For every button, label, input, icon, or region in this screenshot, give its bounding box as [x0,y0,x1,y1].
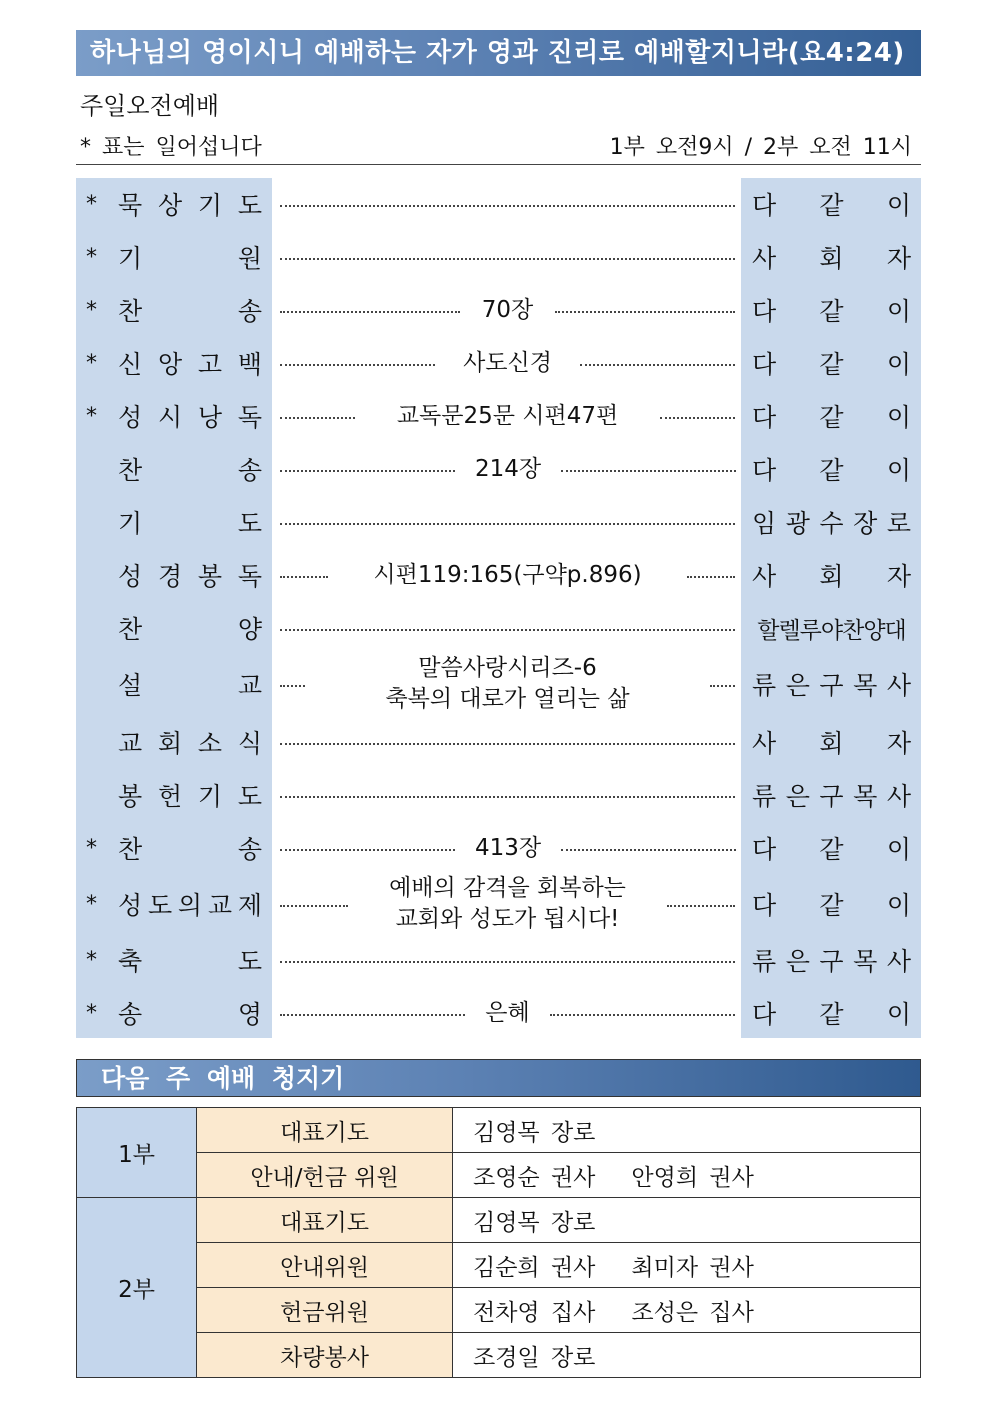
header-divider [76,164,921,165]
order-leader-line [280,987,735,1039]
stand-marker: * [86,403,97,429]
role-cell: 안내위원 [197,1243,453,1288]
names-cell [453,1198,921,1243]
order-item-name: 기 원 [118,244,262,273]
order-row [76,390,921,442]
role-cell: 안내/헌금 위원 [197,1153,453,1198]
dot-leader [280,417,355,419]
order-content [328,560,687,591]
order-row [76,443,921,495]
order-leader-line [280,716,735,768]
dot-leader [280,629,735,631]
role-cell: 대표기도 [197,1198,453,1243]
dot-leader [280,796,735,798]
name: 최미자 권사 [631,1254,754,1281]
order-leader-line [280,284,735,336]
dot-leader [561,849,736,851]
order-leader: 류 은 구 목 사 [752,782,911,811]
dot-leader [550,1014,735,1016]
dot-leader [280,905,348,907]
dot-leader [280,743,735,745]
part-label: 1부 [77,1108,197,1198]
dot-leader [280,364,435,366]
order-leader: 할렐루야찬양대 [757,617,906,644]
dot-leader [667,905,735,907]
order-leader: 다 같 이 [752,456,911,485]
dot-leader [280,470,455,472]
names-cell [453,1333,921,1378]
order-leader: 다 같 이 [752,297,911,326]
content-line: 축복의 대로가 열리는 삶 [385,686,630,712]
dot-leader [660,417,735,419]
order-leader-line [280,337,735,389]
dot-leader [280,205,735,207]
order-leader: 다 같 이 [752,191,911,220]
name: 조영순 권사 [473,1164,596,1191]
stand-marker: * [86,191,97,217]
dot-leader [710,685,735,687]
order-row [76,716,921,768]
stand-marker: * [86,244,97,270]
order-content [355,401,660,432]
order-item-name: 성 도 의 교 제 [118,891,262,920]
role-cell: 헌금위원 [197,1288,453,1333]
order-item-name: 찬 송 [118,835,262,864]
stand-note: * 표는 일어섭니다 [80,135,262,160]
order-leader: 다 같 이 [752,403,911,432]
dot-leader [555,311,735,313]
order-leader: 사 회 자 [752,562,911,591]
names-cell [453,1108,921,1153]
order-leader-line [280,231,735,283]
order-leader: 류 은 구 목 사 [752,947,911,976]
dot-leader [280,961,735,963]
name: 조경일 장로 [473,1344,596,1371]
order-leader-line [280,549,735,601]
order-leader-line [280,390,735,442]
content-line: 214장 [475,455,542,482]
order-row [76,231,921,283]
content-line: 사도신경 [463,349,552,376]
next-week-banner: 다음 주 예배 청지기 [76,1059,921,1097]
table-row [77,1198,921,1243]
role-cell: 대표기도 [197,1108,453,1153]
order-content [455,833,561,864]
table-row [77,1108,921,1153]
stand-marker: * [86,297,97,323]
order-item-name: 찬 송 [118,297,262,326]
content-line: 시편119:165(구약p.896) [373,561,642,588]
order-leader-line [280,934,735,986]
content-line: 교독문25문 시편47편 [396,402,619,429]
order-item-name: 찬 송 [118,456,262,485]
order-content [460,295,555,326]
stand-marker: * [86,350,97,376]
order-leader: 류 은 구 목 사 [752,671,911,700]
scripture-banner: 하나님의 영이시니 예배하는 자가 영과 진리로 예배할지니라(요4:24) [76,30,921,76]
dot-leader [280,523,735,525]
order-leader-line [280,496,735,548]
service-times: 1부 오전9시 / 2부 오전 11시 [609,135,912,160]
order-item-name: 송 영 [118,1000,262,1029]
order-row [76,822,921,874]
dot-leader [280,1014,465,1016]
order-content [435,348,580,379]
order-leader-line [280,769,735,821]
content-line: 교회와 성도가 됩시다! [395,906,620,932]
order-row [76,496,921,548]
next-week-duty-table [76,1107,921,1378]
order-leader: 다 같 이 [752,891,911,920]
order-row [76,284,921,336]
order-leader-line [280,443,735,495]
content-line: 413장 [475,834,542,861]
order-item-name: 묵 상 기 도 [118,191,262,220]
name: 김순희 권사 [473,1254,596,1281]
order-content [348,873,667,935]
name: 김영목 장로 [473,1209,596,1236]
names-cell [453,1243,921,1288]
dot-leader [280,685,305,687]
order-item-name: 신 앙 고 백 [118,350,262,379]
order-row [76,655,921,713]
part-label: 2부 [77,1198,197,1378]
table-row [77,1288,921,1333]
dot-leader [280,311,460,313]
dot-leader [561,470,736,472]
name: 조성은 집사 [631,1299,754,1326]
dot-leader [280,849,455,851]
table-row [77,1333,921,1378]
content-line: 예배의 감격을 회복하는 [389,875,626,901]
order-content [305,653,710,715]
order-leader-line [280,822,735,874]
order-leader: 다 같 이 [752,835,911,864]
order-leader-line [280,178,735,230]
name: 전차영 집사 [473,1299,596,1326]
name: 김영목 장로 [473,1119,596,1146]
dot-leader [687,576,735,578]
order-row [76,178,921,230]
order-item-name: 성 시 낭 독 [118,403,262,432]
content-line: 은혜 [485,999,530,1026]
order-leader-line [280,875,735,933]
order-content [465,998,550,1029]
names-cell [453,1153,921,1198]
order-leader-line [280,602,735,654]
order-row [76,769,921,821]
dot-leader [280,258,735,260]
order-item-name: 기 도 [118,509,262,538]
order-item-name: 교 회 소 식 [118,729,262,758]
table-row [77,1243,921,1288]
order-item-name: 축 도 [118,947,262,976]
order-item-name: 성 경 봉 독 [118,562,262,591]
content-line: 70장 [481,296,534,323]
order-row [76,602,921,654]
dot-leader [280,576,328,578]
order-item-name: 설 교 [118,671,262,700]
order-item-name: 봉 헌 기 도 [118,782,262,811]
stand-marker: * [86,835,97,861]
order-row [76,934,921,986]
order-leader: 다 같 이 [752,350,911,379]
stand-marker: * [86,891,97,917]
stand-marker: * [86,1000,97,1026]
names-cell [453,1288,921,1333]
order-row [76,337,921,389]
dot-leader [580,364,735,366]
order-leader: 임 광 수 장 로 [752,509,911,538]
content-line: 말씀사랑시리즈-6 [418,655,597,681]
order-row [76,875,921,933]
order-leader: 다 같 이 [752,1000,911,1029]
order-row [76,549,921,601]
stand-marker: * [86,947,97,973]
service-title: 주일오전예배 [80,92,220,120]
order-row [76,987,921,1039]
role-cell: 차량봉사 [197,1333,453,1378]
order-leader-line [280,655,735,713]
name: 안영희 권사 [631,1164,754,1191]
order-leader: 사 회 자 [752,729,911,758]
order-item-name: 찬 양 [118,615,262,644]
order-leader: 사 회 자 [752,244,911,273]
table-row [77,1153,921,1198]
order-content [455,454,561,485]
